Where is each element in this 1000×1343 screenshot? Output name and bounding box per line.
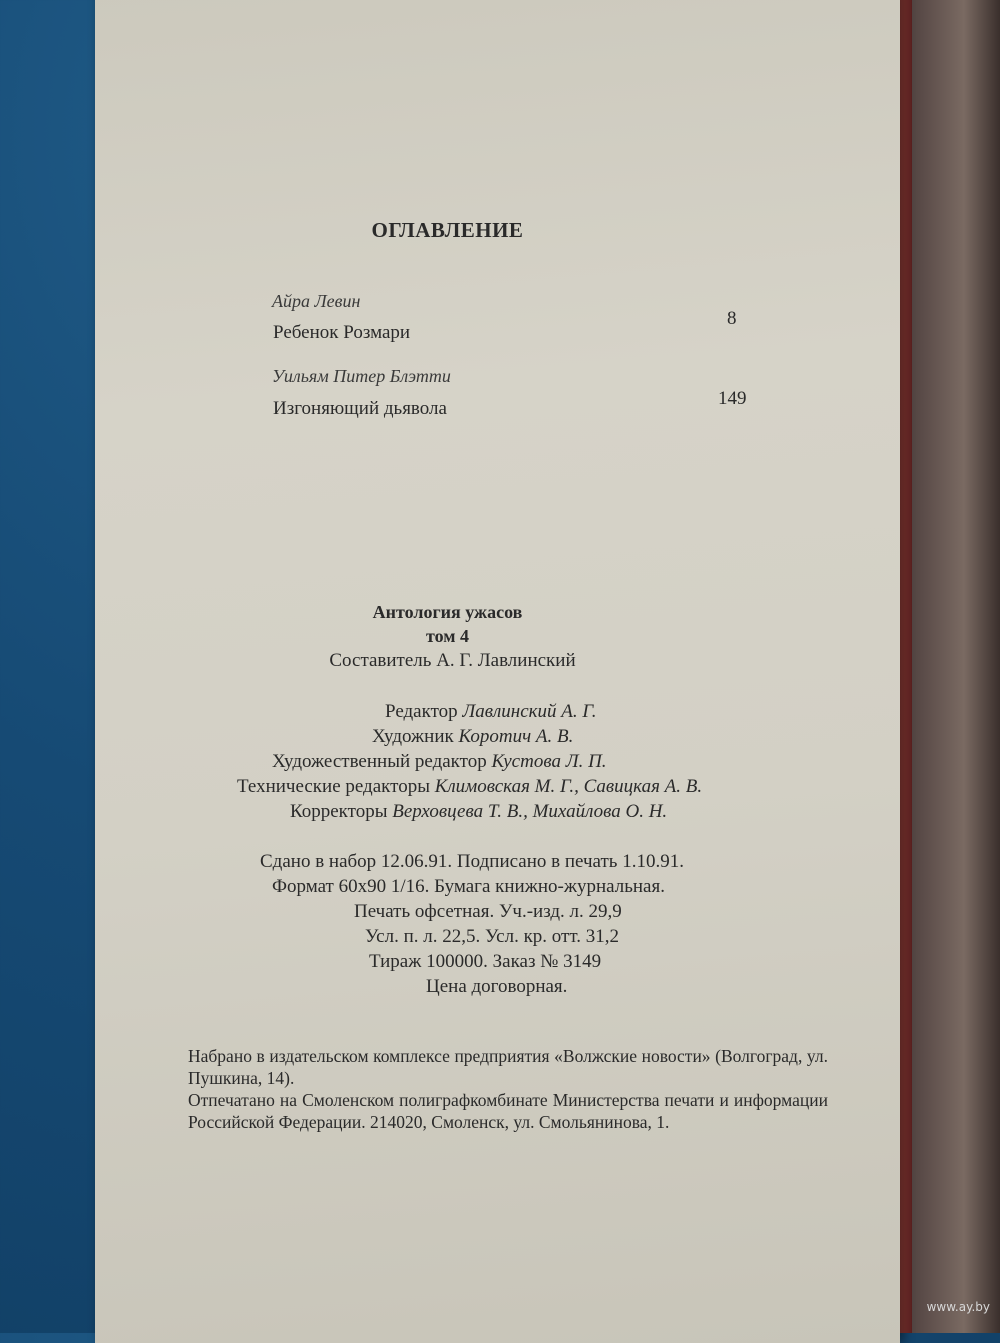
printed-note: Отпечатано на Смоленском полиграфкомбинате Министерства печати и информации Российской Федерации. 214020, Смоленск, ул. Смольянинова, 1.	[188, 1090, 828, 1132]
credit-name: Климовская М. Г., Савицкая А. В.	[434, 776, 703, 797]
toc-entry-author: Уильям Питер Блэтти	[272, 366, 451, 386]
credit-role: Художник	[372, 726, 454, 747]
toc-entry-title: Изгоняющий дьявола	[273, 398, 447, 419]
toc-entry-author: Айра Левин	[272, 291, 361, 311]
credit-line	[372, 726, 573, 748]
credit-name: Коротич А. В.	[458, 726, 574, 747]
print-info-line: Сдано в набор 12.06.91. Подписано в печать 1.10.91.	[260, 851, 684, 872]
print-info-line: Формат 60х90 1/16. Бумага книжно-журнальная.	[272, 876, 665, 897]
print-info-line: Печать офсетная. Уч.-изд. л. 29,9	[354, 901, 622, 922]
print-info-line: Усл. п. л. 22,5. Усл. кр. отт. 31,2	[365, 926, 619, 947]
credit-role: Редактор	[385, 701, 458, 722]
book-title: Антология ужасов	[372, 602, 523, 622]
credit-line	[237, 776, 702, 798]
print-info-line: Цена договорная.	[426, 976, 568, 997]
toc-entry-page: 8	[727, 308, 737, 329]
credit-role: Корректоры	[290, 801, 388, 822]
credit-role: Технические редакторы	[237, 776, 430, 797]
toc-entry-page: 149	[718, 388, 747, 409]
typeset-note: Набрано в издательском комплексе предприятия «Волжские новости» (Волгоград, ул. Пушкина, 14).	[188, 1046, 828, 1088]
credit-line	[272, 751, 607, 773]
credit-role: Художественный редактор	[272, 751, 487, 772]
watermark: www.ay.by	[926, 1300, 990, 1314]
credit-name: Лавлинский А. Г.	[462, 701, 597, 722]
contents-heading: ОГЛАВЛЕНИЕ	[371, 218, 524, 242]
toc-entry-title: Ребенок Розмари	[273, 322, 411, 343]
compiler-line: Составитель А. Г. Лавлинский	[329, 650, 576, 671]
book-volume: том 4	[425, 626, 470, 646]
credit-line	[385, 701, 597, 723]
print-info-line: Тираж 100000. Заказ № 3149	[369, 951, 602, 972]
credit-line	[290, 801, 667, 823]
book-page	[95, 0, 900, 1343]
credit-name: Кустова Л. П.	[491, 751, 607, 772]
credit-name: Верховцева Т. В., Михайлова О. Н.	[392, 801, 668, 822]
